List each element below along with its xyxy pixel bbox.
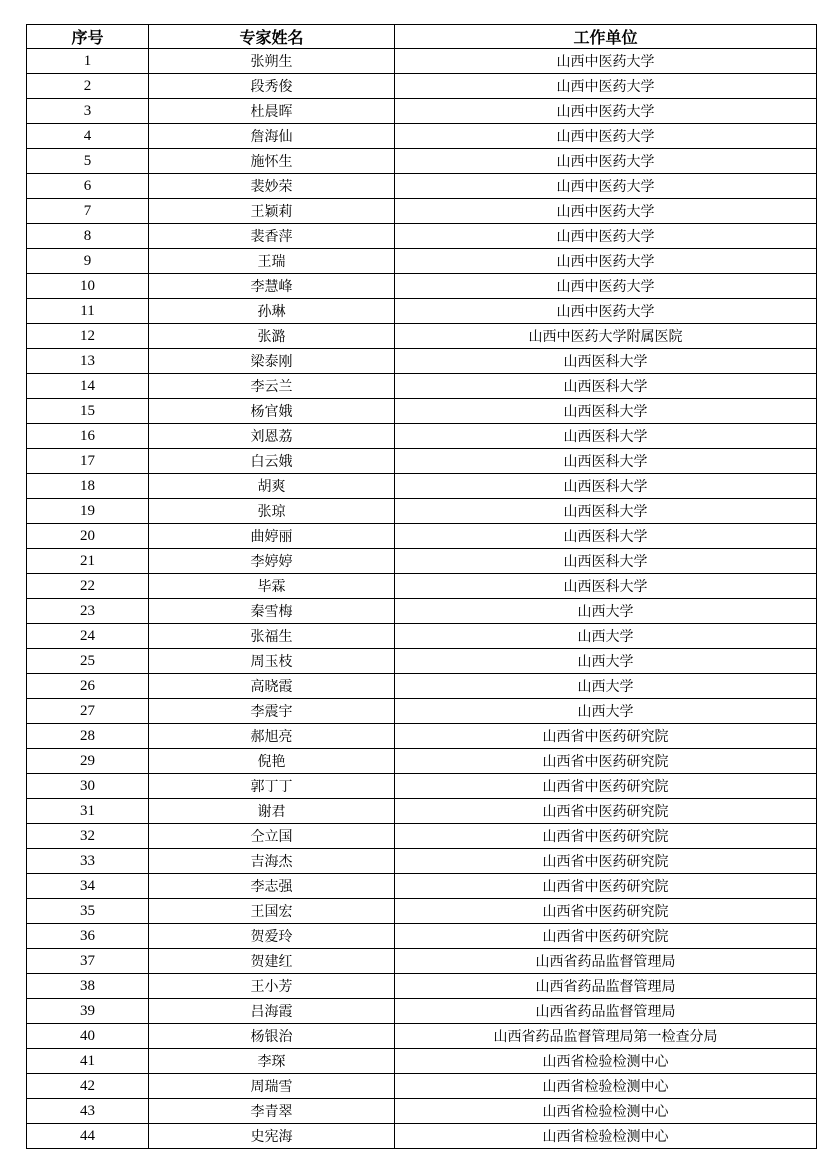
- table-body: [27, 49, 817, 1149]
- cell-work-unit: 山西大学: [395, 624, 817, 649]
- cell-index: 31: [27, 799, 149, 824]
- table-row: [27, 399, 817, 424]
- cell-index: 27: [27, 699, 149, 724]
- cell-expert-name: 周瑞雪: [149, 1074, 395, 1099]
- cell-work-unit: 山西大学: [395, 649, 817, 674]
- cell-index: 21: [27, 549, 149, 574]
- cell-work-unit: 山西省药品监督管理局: [395, 999, 817, 1024]
- table-row: [27, 499, 817, 524]
- cell-work-unit: 山西中医药大学: [395, 299, 817, 324]
- cell-index: 43: [27, 1099, 149, 1124]
- cell-work-unit: 山西省中医药研究院: [395, 899, 817, 924]
- table-row: [27, 524, 817, 549]
- cell-work-unit: 山西中医药大学附属医院: [395, 324, 817, 349]
- table-row: [27, 699, 817, 724]
- header-work-unit: 工作单位: [395, 25, 817, 49]
- cell-expert-name: 李婷婷: [149, 549, 395, 574]
- cell-work-unit: 山西省检验检测中心: [395, 1049, 817, 1074]
- cell-work-unit: 山西省药品监督管理局: [395, 949, 817, 974]
- table-row: [27, 599, 817, 624]
- cell-expert-name: 李云兰: [149, 374, 395, 399]
- cell-work-unit: 山西中医药大学: [395, 224, 817, 249]
- cell-work-unit: 山西省中医药研究院: [395, 849, 817, 874]
- table-row: [27, 1099, 817, 1124]
- cell-work-unit: 山西医科大学: [395, 474, 817, 499]
- cell-index: 2: [27, 74, 149, 99]
- table-row: [27, 674, 817, 699]
- table-row: [27, 924, 817, 949]
- cell-work-unit: 山西省检验检测中心: [395, 1074, 817, 1099]
- table-row: [27, 324, 817, 349]
- table-row: [27, 574, 817, 599]
- cell-index: 30: [27, 774, 149, 799]
- table-row: [27, 549, 817, 574]
- table-row: [27, 649, 817, 674]
- table-row: [27, 949, 817, 974]
- cell-index: 40: [27, 1024, 149, 1049]
- cell-expert-name: 王小芳: [149, 974, 395, 999]
- cell-work-unit: 山西医科大学: [395, 524, 817, 549]
- table-row: [27, 624, 817, 649]
- table-row: [27, 174, 817, 199]
- table-row: [27, 1024, 817, 1049]
- cell-index: 3: [27, 99, 149, 124]
- cell-expert-name: 胡爽: [149, 474, 395, 499]
- cell-work-unit: 山西中医药大学: [395, 199, 817, 224]
- cell-index: 9: [27, 249, 149, 274]
- cell-work-unit: 山西中医药大学: [395, 124, 817, 149]
- cell-expert-name: 詹海仙: [149, 124, 395, 149]
- cell-index: 26: [27, 674, 149, 699]
- cell-expert-name: 秦雪梅: [149, 599, 395, 624]
- cell-work-unit: 山西省中医药研究院: [395, 774, 817, 799]
- cell-expert-name: 张福生: [149, 624, 395, 649]
- table-row: [27, 349, 817, 374]
- header-index: 序号: [27, 25, 149, 49]
- cell-work-unit: 山西大学: [395, 599, 817, 624]
- cell-expert-name: 王国宏: [149, 899, 395, 924]
- cell-work-unit: 山西中医药大学: [395, 99, 817, 124]
- cell-work-unit: 山西中医药大学: [395, 74, 817, 99]
- cell-expert-name: 贺建红: [149, 949, 395, 974]
- expert-list-table: [26, 24, 817, 1149]
- table-row: [27, 1124, 817, 1149]
- cell-expert-name: 仝立国: [149, 824, 395, 849]
- cell-expert-name: 郭丁丁: [149, 774, 395, 799]
- table-row: [27, 374, 817, 399]
- cell-work-unit: 山西省中医药研究院: [395, 724, 817, 749]
- cell-work-unit: 山西医科大学: [395, 574, 817, 599]
- cell-work-unit: 山西医科大学: [395, 399, 817, 424]
- table-row: [27, 774, 817, 799]
- cell-expert-name: 毕霖: [149, 574, 395, 599]
- cell-index: 10: [27, 274, 149, 299]
- cell-work-unit: 山西大学: [395, 674, 817, 699]
- cell-index: 8: [27, 224, 149, 249]
- cell-index: 5: [27, 149, 149, 174]
- cell-index: 42: [27, 1074, 149, 1099]
- cell-index: 39: [27, 999, 149, 1024]
- table-row: [27, 299, 817, 324]
- cell-expert-name: 杜晨晖: [149, 99, 395, 124]
- cell-expert-name: 高晓霞: [149, 674, 395, 699]
- table-row: [27, 224, 817, 249]
- table-row: [27, 149, 817, 174]
- cell-index: 13: [27, 349, 149, 374]
- table-row: [27, 999, 817, 1024]
- cell-expert-name: 刘恩荔: [149, 424, 395, 449]
- table-row: [27, 449, 817, 474]
- cell-index: 36: [27, 924, 149, 949]
- cell-expert-name: 史宪海: [149, 1124, 395, 1149]
- table-row: [27, 1074, 817, 1099]
- cell-expert-name: 李青翠: [149, 1099, 395, 1124]
- cell-work-unit: 山西省检验检测中心: [395, 1099, 817, 1124]
- header-expert-name: 专家姓名: [149, 25, 395, 49]
- table-row: [27, 1049, 817, 1074]
- table-row: [27, 99, 817, 124]
- cell-index: 11: [27, 299, 149, 324]
- cell-work-unit: 山西省中医药研究院: [395, 799, 817, 824]
- cell-expert-name: 白云娥: [149, 449, 395, 474]
- cell-work-unit: 山西中医药大学: [395, 274, 817, 299]
- table-row: [27, 49, 817, 74]
- table-row: [27, 849, 817, 874]
- cell-work-unit: 山西大学: [395, 699, 817, 724]
- cell-work-unit: 山西省中医药研究院: [395, 824, 817, 849]
- cell-expert-name: 王颖莉: [149, 199, 395, 224]
- cell-work-unit: 山西中医药大学: [395, 249, 817, 274]
- cell-work-unit: 山西省药品监督管理局: [395, 974, 817, 999]
- cell-index: 18: [27, 474, 149, 499]
- cell-index: 25: [27, 649, 149, 674]
- cell-expert-name: 梁泰刚: [149, 349, 395, 374]
- cell-work-unit: 山西医科大学: [395, 449, 817, 474]
- cell-index: 29: [27, 749, 149, 774]
- cell-work-unit: 山西医科大学: [395, 374, 817, 399]
- table-row: [27, 474, 817, 499]
- cell-index: 14: [27, 374, 149, 399]
- cell-expert-name: 杨官娥: [149, 399, 395, 424]
- cell-index: 16: [27, 424, 149, 449]
- cell-index: 22: [27, 574, 149, 599]
- cell-expert-name: 张琼: [149, 499, 395, 524]
- table-row: [27, 749, 817, 774]
- table-row: [27, 824, 817, 849]
- cell-index: 44: [27, 1124, 149, 1149]
- table-row: [27, 724, 817, 749]
- cell-index: 24: [27, 624, 149, 649]
- cell-expert-name: 吕海霞: [149, 999, 395, 1024]
- cell-work-unit: 山西中医药大学: [395, 174, 817, 199]
- table-row: [27, 249, 817, 274]
- cell-index: 34: [27, 874, 149, 899]
- table-row: [27, 974, 817, 999]
- cell-work-unit: 山西省检验检测中心: [395, 1124, 817, 1149]
- cell-index: 35: [27, 899, 149, 924]
- cell-expert-name: 李慧峰: [149, 274, 395, 299]
- cell-expert-name: 李志强: [149, 874, 395, 899]
- cell-expert-name: 吉海杰: [149, 849, 395, 874]
- cell-expert-name: 王瑞: [149, 249, 395, 274]
- cell-index: 17: [27, 449, 149, 474]
- cell-index: 20: [27, 524, 149, 549]
- cell-expert-name: 贺爱玲: [149, 924, 395, 949]
- table-row: [27, 74, 817, 99]
- table-row: [27, 899, 817, 924]
- cell-expert-name: 张朔生: [149, 49, 395, 74]
- cell-index: 23: [27, 599, 149, 624]
- cell-expert-name: 裴香萍: [149, 224, 395, 249]
- cell-index: 32: [27, 824, 149, 849]
- cell-expert-name: 裴妙荣: [149, 174, 395, 199]
- cell-work-unit: 山西省中医药研究院: [395, 874, 817, 899]
- cell-expert-name: 曲婷丽: [149, 524, 395, 549]
- table-row: [27, 124, 817, 149]
- cell-expert-name: 施怀生: [149, 149, 395, 174]
- table-header-row: [27, 25, 817, 49]
- cell-work-unit: 山西医科大学: [395, 549, 817, 574]
- cell-expert-name: 谢君: [149, 799, 395, 824]
- cell-index: 4: [27, 124, 149, 149]
- table-row: [27, 874, 817, 899]
- cell-index: 41: [27, 1049, 149, 1074]
- cell-expert-name: 孙琳: [149, 299, 395, 324]
- cell-expert-name: 李震宇: [149, 699, 395, 724]
- cell-expert-name: 李琛: [149, 1049, 395, 1074]
- cell-work-unit: 山西省药品监督管理局第一检查分局: [395, 1024, 817, 1049]
- cell-index: 15: [27, 399, 149, 424]
- cell-index: 19: [27, 499, 149, 524]
- table-row: [27, 199, 817, 224]
- cell-work-unit: 山西医科大学: [395, 499, 817, 524]
- cell-expert-name: 周玉枝: [149, 649, 395, 674]
- cell-expert-name: 郝旭亮: [149, 724, 395, 749]
- cell-work-unit: 山西医科大学: [395, 349, 817, 374]
- table-row: [27, 424, 817, 449]
- table-row: [27, 799, 817, 824]
- cell-work-unit: 山西中医药大学: [395, 149, 817, 174]
- cell-work-unit: 山西中医药大学: [395, 49, 817, 74]
- cell-work-unit: 山西省中医药研究院: [395, 749, 817, 774]
- cell-expert-name: 杨银治: [149, 1024, 395, 1049]
- cell-index: 33: [27, 849, 149, 874]
- cell-index: 37: [27, 949, 149, 974]
- cell-work-unit: 山西医科大学: [395, 424, 817, 449]
- cell-index: 38: [27, 974, 149, 999]
- cell-expert-name: 张潞: [149, 324, 395, 349]
- cell-index: 12: [27, 324, 149, 349]
- cell-expert-name: 倪艳: [149, 749, 395, 774]
- cell-index: 28: [27, 724, 149, 749]
- cell-index: 7: [27, 199, 149, 224]
- table-row: [27, 274, 817, 299]
- cell-index: 1: [27, 49, 149, 74]
- cell-index: 6: [27, 174, 149, 199]
- cell-expert-name: 段秀俊: [149, 74, 395, 99]
- cell-work-unit: 山西省中医药研究院: [395, 924, 817, 949]
